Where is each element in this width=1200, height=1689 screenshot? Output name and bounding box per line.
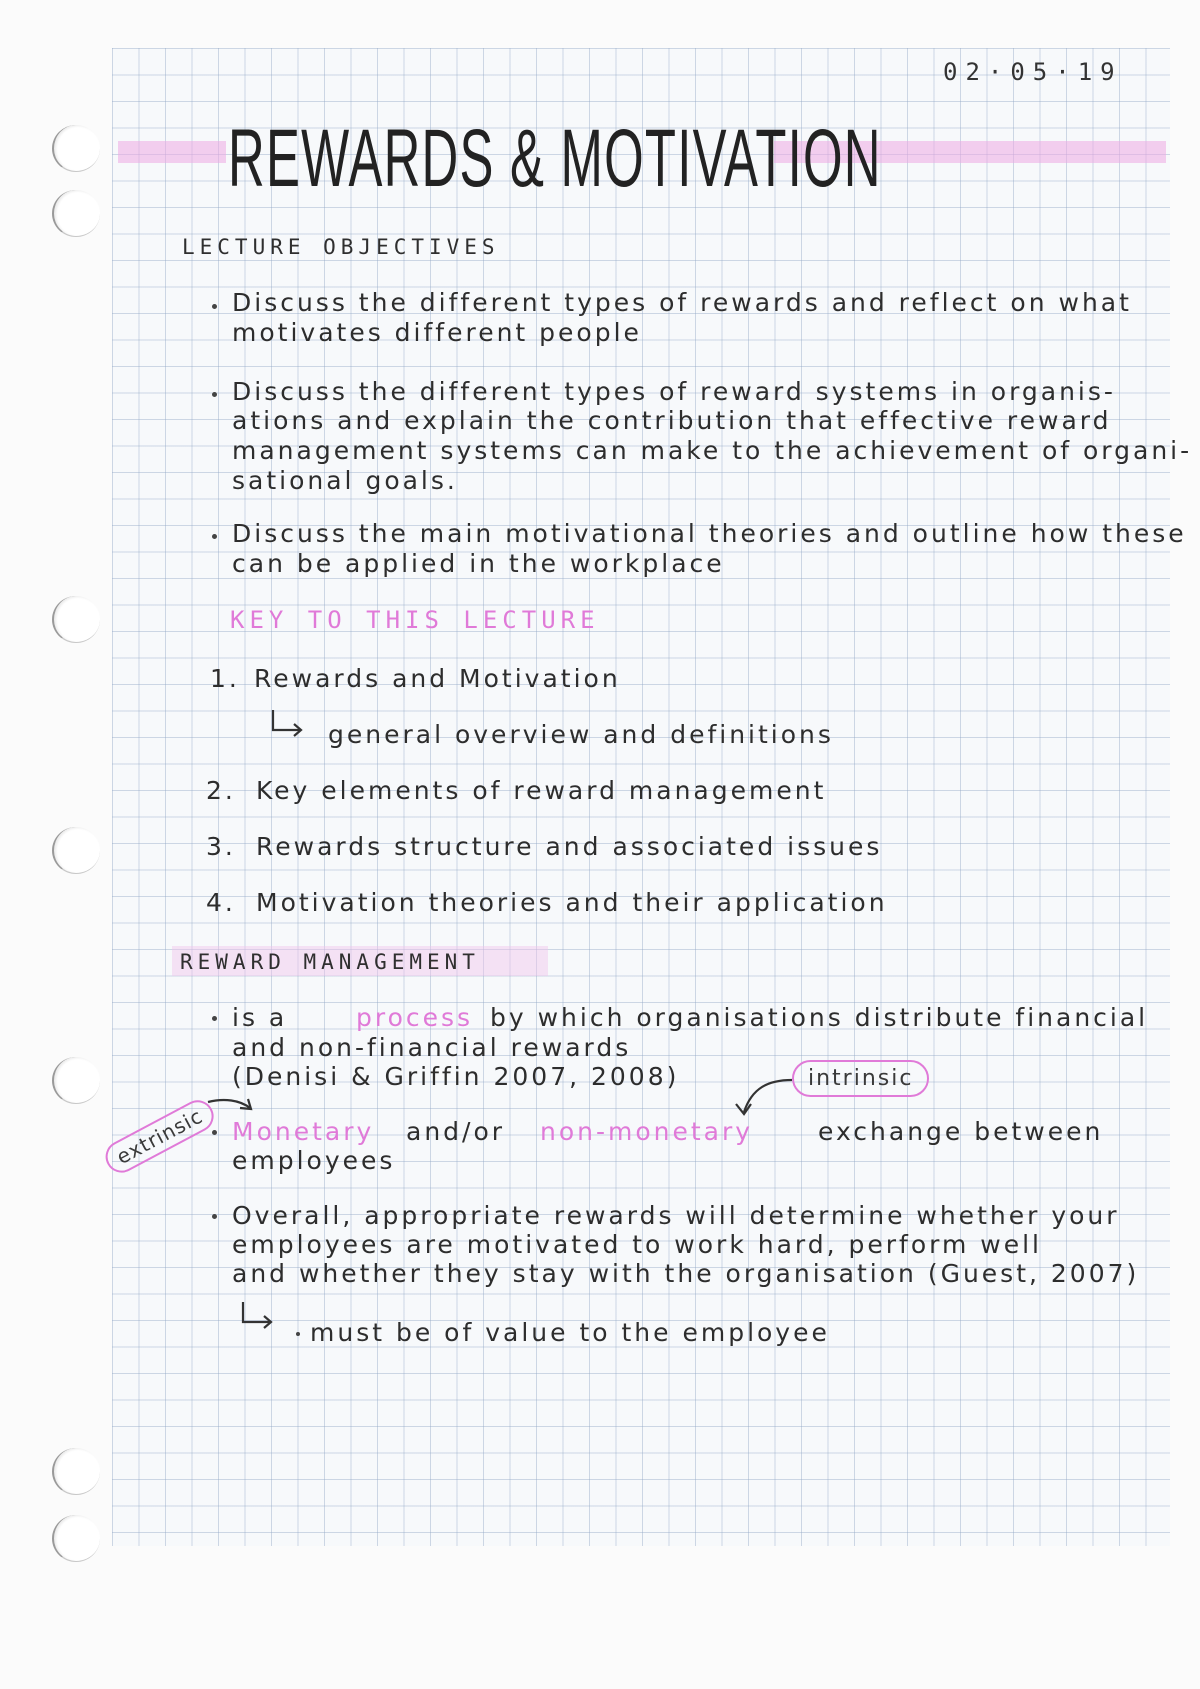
rm-p1-line-2: and non-financial rewards [232,1033,632,1062]
rm-p2-non-monetary: non-monetary [540,1117,754,1146]
rm-p3-line-2: employees are motivated to work hard, perform well [232,1230,1042,1259]
reward-management-heading: REWARD MANAGEMENT [180,950,480,974]
key-sub-item: general overview and definitions [328,720,834,749]
objective-2-line-3: management systems can make to the achievement of organi- [232,436,1193,465]
bullet [212,534,217,539]
bullet [296,1332,300,1336]
title-highlight-left [118,141,226,163]
rm-p3-line-1: Overall, appropriate rewards will determine whether your [232,1201,1120,1230]
intrinsic-label: intrinsic [792,1060,929,1097]
bullet [212,1016,217,1021]
binder-hole [52,596,100,643]
key-item-1: Rewards and Motivation [254,664,621,693]
rm-p2-rest: exchange between [818,1117,1104,1146]
rm-p1-rest: by which organisations distribute financial [490,1003,1149,1032]
date: 02·05·19 [943,58,1123,86]
lecture-objectives-heading: LECTURE OBJECTIVES [182,235,500,259]
objective-1-line-2: motivates different people [232,318,642,347]
binder-hole [52,827,100,874]
bullet [212,304,217,309]
key-heading: KEY TO THIS LECTURE [230,606,600,634]
key-number-2: 2. [206,776,236,805]
rm-p1-line-3: (Denisi & Griffin 2007, 2008) [232,1062,680,1091]
binder-hole [52,125,100,172]
bullet [212,1214,217,1219]
key-number-1: 1. [210,664,240,693]
objective-3-line-1: Discuss the main motivational theories and outline how these [232,519,1187,548]
rm-p1-is: is a [232,1003,288,1032]
objective-2-line-2: ations and explain the contribution that effective reward [232,406,1112,435]
binder-hole [52,1448,100,1495]
key-item-2: Key elements of reward management [256,776,827,805]
binder-hole [52,190,100,237]
rm-p3-sub: must be of value to the employee [310,1318,830,1347]
rm-p2-monetary: Monetary [232,1117,375,1146]
binder-hole [52,1057,100,1104]
key-item-3: Rewards structure and associated issues [256,832,883,861]
key-number-3: 3. [206,832,236,861]
objective-1-line-1: Discuss the different types of rewards and reflect on what [232,288,1132,317]
binder-hole [52,1515,100,1562]
objective-2-line-4: sational goals. [232,466,458,495]
page-title: REWARDS & MOTIVATION [228,113,882,204]
objective-3-line-2: can be applied in the workplace [232,549,725,578]
rm-p1-process: process [356,1003,474,1032]
sub-arrow-icon [270,708,314,738]
rm-p2-andor: and/or [406,1117,506,1146]
sub-arrow-icon [240,1300,284,1330]
bullet [212,1130,217,1135]
key-item-4: Motivation theories and their application [256,888,888,917]
bullet [212,392,217,397]
key-number-4: 4. [206,888,236,917]
rm-p3-line-3: and whether they stay with the organisation (Guest, 2007) [232,1259,1140,1288]
rm-p2-line-2: employees [232,1146,396,1175]
extrinsic-label: extrinsic [100,1095,219,1179]
objective-2-line-1: Discuss the different types of reward systems in organis- [232,377,1116,406]
